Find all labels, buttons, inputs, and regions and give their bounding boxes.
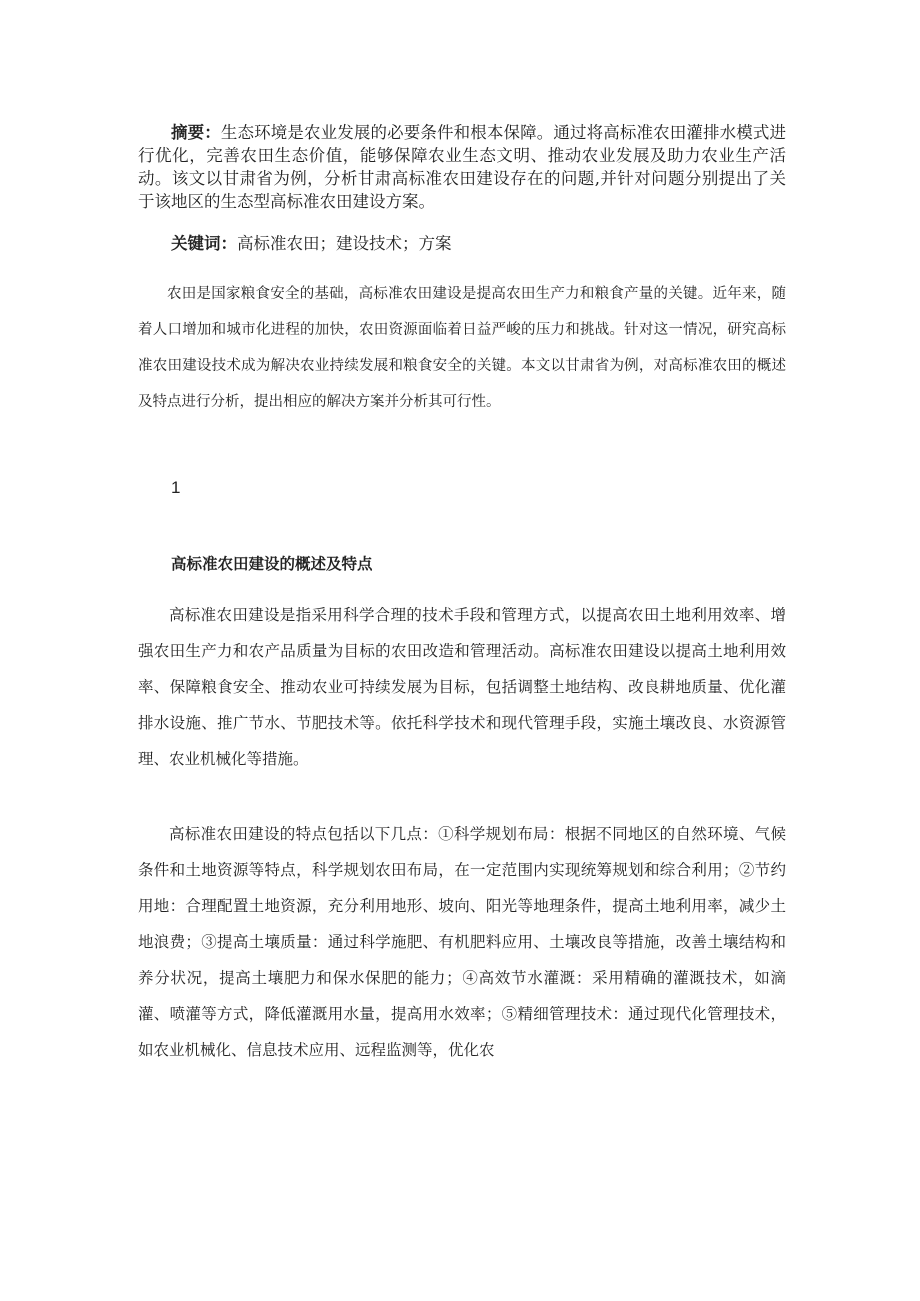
abstract-label: 摘要： (171, 123, 221, 142)
section-title: 高标准农田建设的概述及特点 (171, 555, 373, 573)
keywords-text: 高标准农田；建设技术；方案 (237, 234, 452, 253)
abstract-text: 生态环境是农业发展的必要条件和根本保障。通过将高标准农田灌排水模式进行优化，完善农田生态价值，能够保障农业生态文明、推动农业发展及助力农业生产活动。该文以甘肃省为例，分析甘肃高标准农田建设存在的问题,并针对问题分别提出了关于该地区的生态型高标准农田建设方案。 (138, 123, 786, 211)
section-paragraph-2: 高标准农田建设的特点包括以下几点：①科学规划布局：根据不同地区的自然环境、气候条件和土地资源等特点，科学规划农田布局，在一定范围内实现统筹规划和综合利用；②节约用地：合理配置土地资源，充分利用地形、坡向、阳光等地理条件，提高土地利用率，减少土地浪费；③提高土壤质量：通过科学施肥、有机肥料应用、土壤改良等措施，改善土壤结构和养分状况，提高土壤肥力和保水保肥的能力；④高效节水灌溉：采用精确的灌溉技术，如滴灌、喷灌等方式，降低灌溉用水量，提高用水效率；⑤精细管理技术：通过现代化管理技术，如农业机械化、信息技术应用、远程监测等，优化农 (138, 825, 786, 1059)
section-number: 1 (171, 478, 181, 497)
section-paragraph-1: 高标准农田建设是指采用科学合理的技术手段和管理方式，以提高农田土地利用效率、增强农田生产力和农产品质量为目标的农田改造和管理活动。高标准农田建设以提高土地利用效率、保障粮食安全、推动农业可持续发展为目标，包括调整土地结构、改良耕地质量、优化灌排水设施、推广节水、节肥技术等。依托科学技术和现代管理手段，实施土壤改良、水资源管理、农业机械化等措施。 (138, 606, 786, 768)
keywords-paragraph (138, 232, 786, 255)
abstract-paragraph (138, 121, 786, 213)
intro-paragraph: 农田是国家粮食安全的基础，高标准农田建设是提高农田生产力和粮食产量的关键。近年来，随着人口增加和城市化进程的加快，农田资源面临着日益严峻的压力和挑战。针对这一情况，研究高标准农田建设技术成为解决农业持续发展和粮食安全的关键。本文以甘肃省为例，对高标准农田的概述及特点进行分析，提出相应的解决方案并分析其可行性。 (138, 286, 786, 410)
keywords-label: 关键词： (171, 234, 237, 253)
